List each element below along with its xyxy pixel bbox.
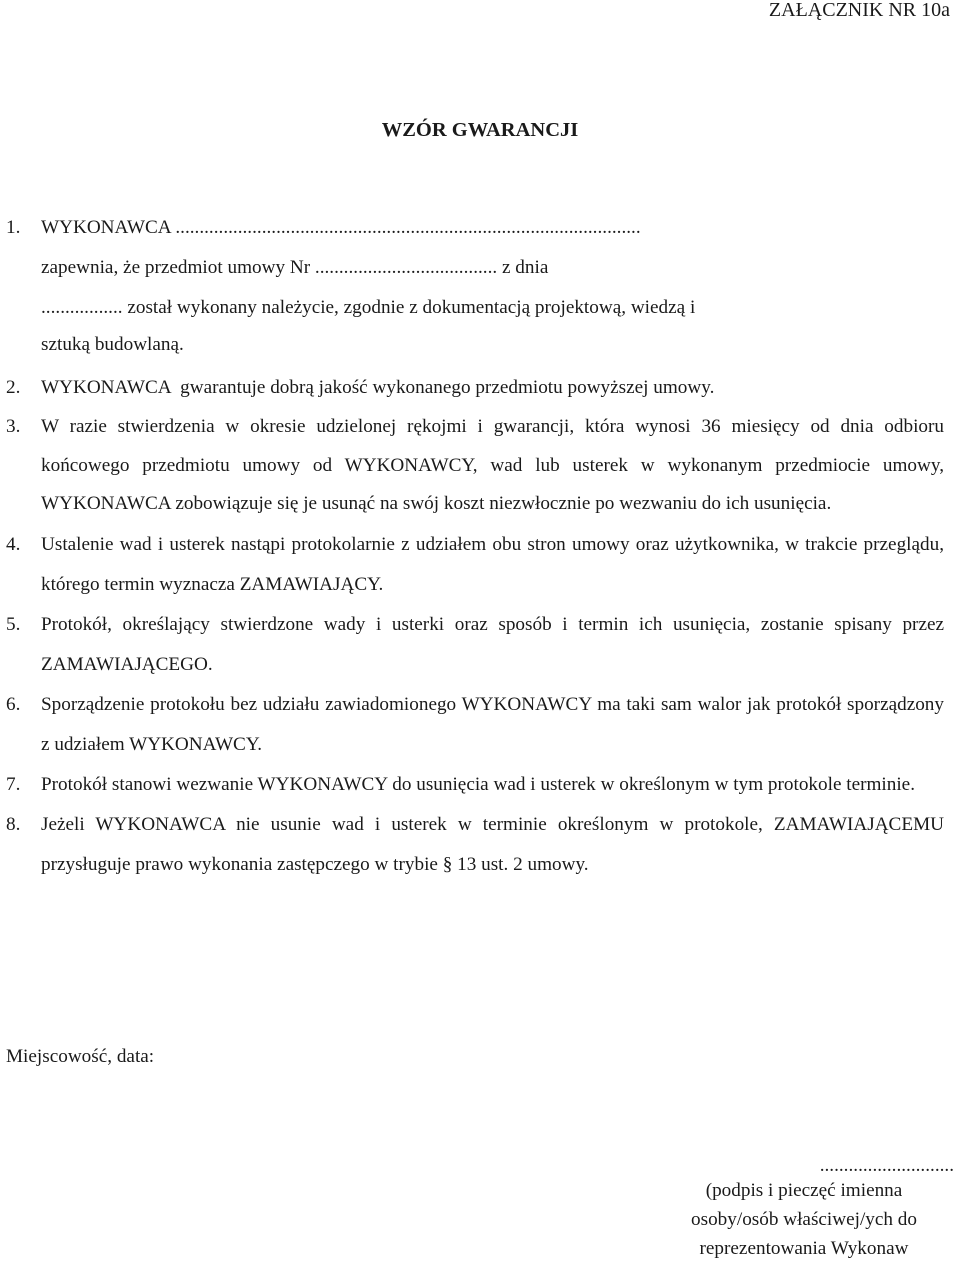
item-text: Ustalenie wad i usterek nastąpi protokolarnie z udziałem obu stron umowy oraz użytkownika, w trakcie przeglądu, którego termin wyznacza ZAMAWIAJĄCY. — [41, 534, 944, 596]
item-text: WYKONAWCA gwarantuje dobrą jakość wykonanego przedmiotu powyższej umowy. — [41, 377, 715, 398]
item-text: Protokół stanowi wezwanie WYKONAWCY do usunięcia wad i usterek w określonym w tym protokole terminie. — [41, 774, 915, 796]
list-item-8 — [0, 805, 944, 885]
item-1-line-4: sztuką budowlaną. — [41, 334, 184, 355]
item-number: 5. — [6, 614, 21, 636]
list-item-1 — [0, 208, 944, 368]
item-number: 6. — [6, 694, 21, 716]
item-number: 7. — [6, 774, 21, 796]
signature-block — [654, 1156, 954, 1263]
item-text: Sporządzenie protokołu bez udziału zawiadomionego WYKONAWCY ma taki sam walor jak protokół sporządzony z udziałem WYKONAWCY. — [41, 694, 944, 756]
signature-caption-3: reprezentowania Wykonaw — [699, 1238, 909, 1259]
guarantee-items-list — [0, 208, 944, 885]
signature-caption-2: osoby/osób właściwej/ych do — [691, 1209, 917, 1230]
word: dnia — [515, 257, 549, 278]
signature-caption-1: (podpis i pieczęć imienna — [705, 1180, 903, 1201]
contract-number-blank: ...................................... — [314, 257, 498, 278]
item-text-start: Jeżeli WYKONAWCA nie usunie wad i usterek w terminie określonym w protokole, ZAMAWIAJĄCEMU przysługuje prawo wykonania zastępczego w trybie — [41, 814, 944, 876]
word: że — [123, 257, 141, 278]
item-text: Protokół, określający stwierdzone wady i usterki oraz sposób i termin ich usunięcia, zostanie spisany przez ZAMAWIAJĄCEGO. — [41, 614, 944, 676]
word: zapewnia, — [41, 257, 119, 278]
signature-line: ............................ — [819, 1155, 954, 1176]
item-number: 4. — [6, 534, 21, 556]
word: Nr — [289, 257, 311, 278]
list-item-3 — [0, 408, 944, 524]
word: z — [501, 257, 511, 278]
list-item-2 — [0, 368, 944, 406]
item-number: 3. — [6, 416, 21, 437]
item-text-end: 13 ust. 2 umowy. — [452, 854, 589, 876]
item-1-line-2 — [41, 248, 944, 288]
list-item-4 — [0, 525, 944, 605]
list-item-7 — [0, 765, 944, 805]
place-date-label: Miejscowość, data: — [6, 1046, 155, 1067]
item-text: W razie stwierdzenia w okresie udzielonej rękojmi i gwarancji, która wynosi 36 miesięcy od dnia odbioru końcowego przedmiotu umowy od WYKONAWCY, wad lub usterek w wykonanym przedmiocie umowy, WYKONAWCA zobowiązuje się je usunąć na swój koszt niezwłocznie po wezwaniu do ich usunięcia. — [41, 416, 944, 515]
word: umowy — [227, 257, 286, 278]
item-number: 1. — [6, 217, 21, 238]
word: przedmiot — [144, 257, 223, 278]
list-item-6 — [0, 685, 944, 765]
item-1-line-3: ................. został wykonany należycie, zgodnie z dokumentacją projektową, wiedzą i — [41, 297, 696, 318]
list-item-5 — [0, 605, 944, 685]
item-number: 8. — [6, 814, 21, 836]
item-1-line-1: WYKONAWCA ................................................................................................. — [41, 217, 641, 238]
document-title: WZÓR GWARANCJI — [381, 119, 579, 141]
annex-label: ZAŁĄCZNIK NR 10a — [768, 0, 950, 21]
section-sign: § — [442, 854, 453, 876]
item-number: 2. — [6, 377, 21, 398]
